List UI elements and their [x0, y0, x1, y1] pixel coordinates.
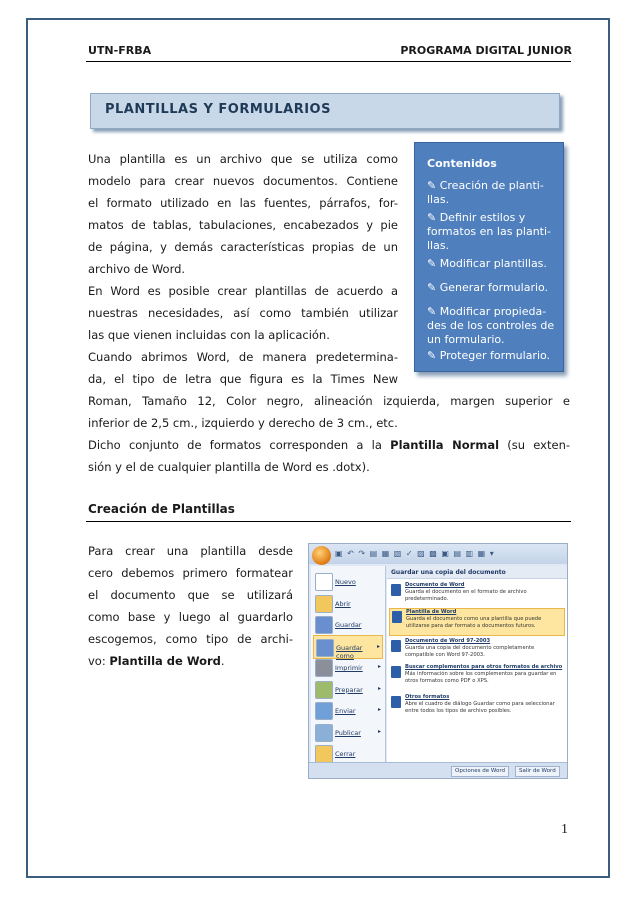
office-menu-item	[313, 592, 383, 616]
save-format-option	[389, 582, 565, 606]
menu-item-icon	[315, 681, 333, 699]
bold-term: Plantilla Normal	[390, 438, 500, 452]
menu-item-label: Preparar	[335, 685, 363, 694]
submenu-arrow-icon: ▸	[377, 663, 381, 670]
document-icon	[391, 696, 401, 708]
menu-item-icon	[315, 745, 333, 763]
text-line: inferior de 2,5 cm., izquierdo y derecho de 3 cm., etc.	[88, 416, 398, 430]
menu-item-icon	[315, 616, 333, 634]
text-line: da, el tipo de letra que figura es la Times New	[88, 372, 398, 386]
menu-footer	[309, 762, 568, 779]
text-line: el documento que se utilizará	[88, 588, 293, 602]
option-description: Guarda el documento como una plantilla que puede utilizarse para dar formato a documentos futuros.	[406, 616, 542, 629]
office-button-icon	[312, 546, 331, 565]
contents-item	[427, 349, 559, 363]
title-banner	[90, 93, 560, 129]
section-paragraph	[88, 540, 293, 672]
save-format-option	[389, 638, 565, 662]
contents-item	[427, 305, 559, 347]
bold-term: Plantilla de Word	[109, 654, 221, 668]
contents-item	[427, 179, 559, 207]
office-menu-item	[313, 656, 383, 680]
office-menu-item	[313, 635, 383, 659]
menu-item-icon	[315, 573, 333, 591]
contents-title: Contenidos	[427, 157, 497, 170]
menu-item-label: Imprimir	[335, 664, 363, 672]
menu-item-label: Abrir	[335, 599, 351, 608]
text-run: (su exten-	[499, 438, 571, 452]
menu-item-icon	[315, 724, 333, 742]
text-line: modelo para crear nuevos documentos. Contiene	[88, 174, 398, 188]
office-menu-item	[313, 699, 383, 723]
option-title: Otros formatos	[405, 694, 450, 700]
menu-item-label: Guardar como	[336, 643, 363, 660]
menu-item-icon	[315, 702, 333, 720]
text-line: matos de tablas, tabulaciones, encabezados y pie	[88, 218, 398, 232]
text-line	[88, 434, 570, 456]
contents-item-line: ✎ Modificar propieda-	[427, 305, 547, 318]
office-menu-item	[313, 678, 383, 702]
contents-item	[427, 257, 559, 271]
contents-item-line: ✎ Definir estilos y	[427, 211, 526, 224]
contents-item-line: ✎ Creación de planti-	[427, 179, 544, 192]
header-left: UTN-FRBA	[88, 44, 152, 57]
option-description: Guarda una copia del documento completamente compatible con Word 97-2003.	[405, 645, 535, 658]
text-line	[88, 650, 293, 672]
section-title: Creación de Plantillas	[88, 502, 235, 516]
contents-item-line: formatos en las planti-	[427, 225, 552, 238]
contents-item-line: un formulario.	[427, 333, 505, 346]
option-title: Buscar complementos para otros formatos de archivo	[405, 664, 563, 670]
menu-item-label: Cerrar	[335, 750, 356, 758]
word-save-as-screenshot	[308, 543, 568, 779]
menu-item-label: Nuevo	[335, 578, 356, 586]
submenu-arrow-icon: ▸	[377, 727, 381, 735]
intro-paragraph-narrow	[88, 148, 398, 390]
quick-access-icons: ▣ ↶ ↷ ▤ ▦ ▧ ✓ ▨ ▩ ▣ ▤ ▥ ▦ ▾	[335, 549, 495, 558]
text-run: .	[220, 654, 225, 668]
submenu-arrow-icon: ▸	[377, 706, 381, 713]
option-title: Documento de Word	[405, 582, 465, 588]
menu-item-label: Guardar	[335, 621, 362, 629]
page-number: 1	[561, 822, 568, 837]
contents-item-line: des de los controles de	[427, 319, 555, 332]
contents-item	[427, 281, 559, 295]
submenu-arrow-icon: ▸	[377, 684, 381, 692]
contents-item-line: ✎ Modificar plantillas.	[427, 257, 547, 270]
document-icon	[391, 584, 401, 596]
menu-item-label: Enviar	[335, 707, 356, 715]
text-line: Cuando abrimos Word, de manera predetermina-	[88, 350, 398, 364]
submenu-header: Guardar una copia del documento	[387, 566, 567, 579]
contents-item-line: ✎ Proteger formulario.	[427, 349, 551, 362]
text-line: cero debemos primero formatear	[88, 566, 293, 580]
page-title: PLANTILLAS Y FORMULARIOS	[105, 102, 331, 117]
menu-item-label: Publicar	[335, 728, 361, 737]
save-format-option	[389, 694, 565, 718]
option-title: Documento de Word 97-2003	[405, 638, 491, 644]
contents-item-line: llas.	[427, 193, 450, 206]
text-line: Una plantilla es un archivo que se utiliza como	[88, 152, 398, 166]
quick-access-toolbar	[309, 544, 568, 564]
text-line: como base y luego al guardarlo	[88, 610, 293, 624]
document-icon	[392, 611, 402, 623]
menu-item-icon	[316, 639, 334, 657]
text-line: Roman, Tamaño 12, Color negro, alineación izquierda, margen superior e	[88, 394, 570, 408]
text-line: archivo de Word.	[88, 262, 186, 276]
header-right: PROGRAMA DIGITAL JUNIOR	[400, 44, 572, 57]
text-line: nuestras necesidades, así como también utilizar	[88, 306, 398, 320]
office-menu	[311, 566, 386, 762]
section-rule	[86, 521, 571, 522]
option-title: Plantilla de Word	[406, 609, 457, 615]
option-description: Abre el cuadro de diálogo Guardar como para seleccionar entre todos los tipos de archivo posibles.	[405, 701, 555, 714]
word-options-button: Opciones de Word	[451, 766, 509, 777]
menu-item-icon	[315, 659, 333, 677]
text-line: las que vienen incluidas con la aplicación.	[88, 328, 330, 342]
contents-item	[427, 211, 559, 253]
contents-item-line: llas.	[427, 239, 450, 252]
text-run: Dicho conjunto de formatos corresponden a la	[88, 438, 391, 452]
contents-item-line: ✎ Generar formulario.	[427, 281, 549, 294]
text-line: el formato utilizado en las fuentes, párrafos, for-	[88, 196, 398, 210]
document-icon	[391, 666, 401, 678]
option-description: Guarda el documento en el formato de archivo predeterminado.	[405, 589, 527, 602]
document-icon	[391, 640, 401, 652]
save-format-option	[389, 608, 565, 636]
header-rule	[86, 61, 571, 62]
office-menu-item	[313, 721, 383, 745]
office-menu-item	[313, 613, 383, 637]
save-as-submenu	[387, 566, 567, 762]
text-line: de página, y demás características propias de un	[88, 240, 398, 254]
contents-box	[414, 142, 564, 372]
text-line: Para crear una plantilla desde	[88, 544, 293, 558]
office-menu-item	[313, 570, 383, 594]
text-line: En Word es posible crear plantillas de acuerdo a	[88, 284, 398, 298]
text-line: escogemos, como tipo de archi-	[88, 632, 293, 646]
text-line: sión y el de cualquier plantilla de Word es .dotx).	[88, 460, 370, 474]
exit-word-button: Salir de Word	[515, 766, 560, 777]
save-format-option	[389, 664, 565, 692]
menu-item-icon	[315, 595, 333, 613]
submenu-arrow-icon: ▸	[376, 642, 380, 650]
intro-paragraph-wide	[88, 390, 570, 478]
text-run: vo:	[88, 654, 110, 668]
option-description: Más información sobre los complementos para guardar en otros formatos como PDF o XPS.	[405, 671, 557, 684]
